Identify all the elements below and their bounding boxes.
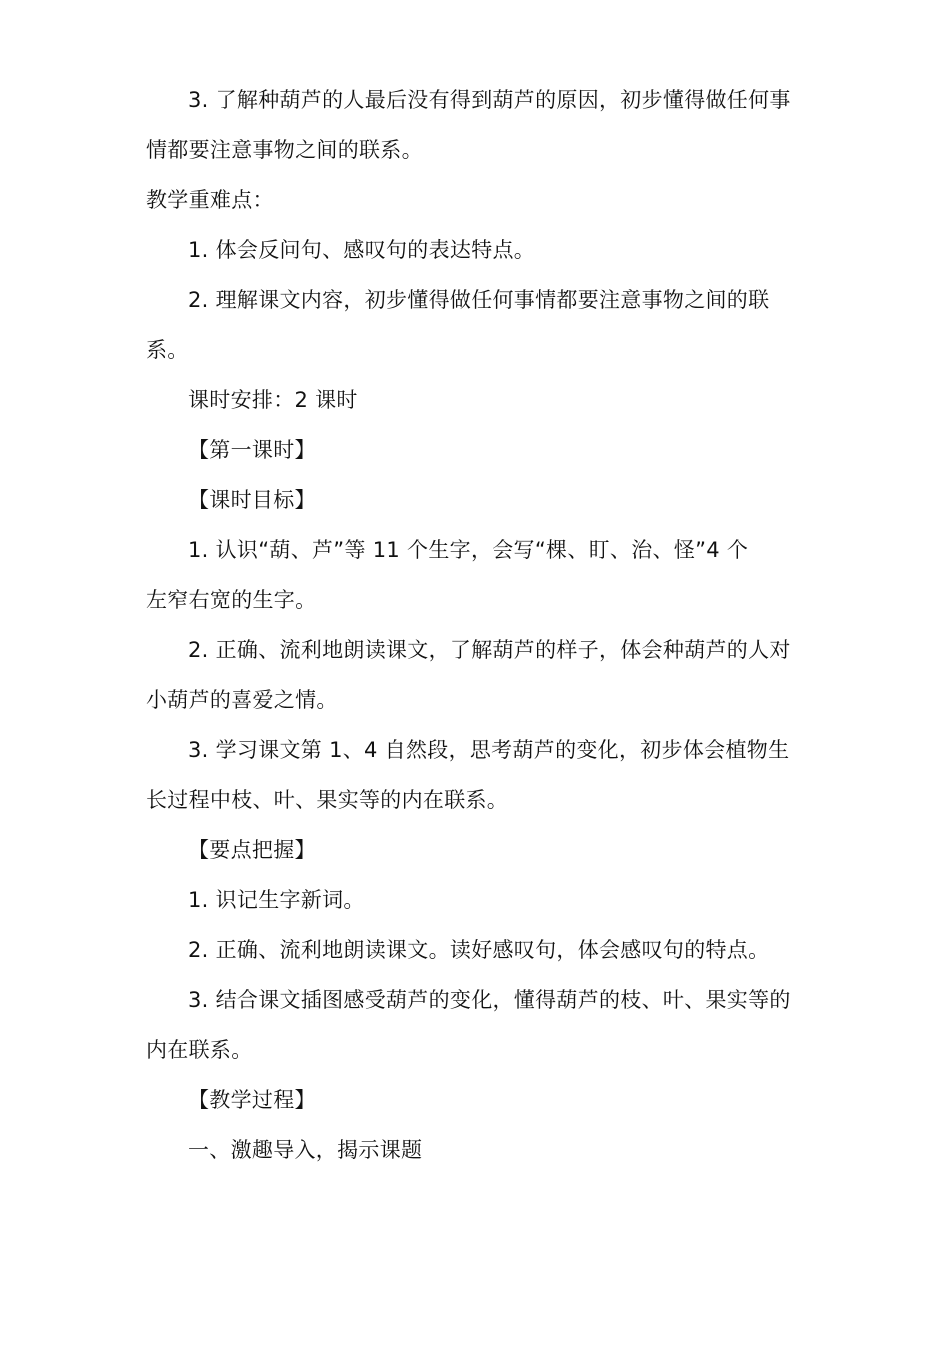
goal-2-line-1: 2. 正确、流利地朗读课文，了解葫芦的样子，体会种葫芦的人对 <box>188 638 791 662</box>
schedule-line: 课时安排：2 课时 <box>188 388 358 412</box>
lesson-goals-heading: 【课时目标】 <box>188 488 316 512</box>
goal-3-line-2: 长过程中枝、叶、果实等的内在联系。 <box>146 788 509 812</box>
difficulty-2-line-1: 2. 理解课文内容，初步懂得做任何事情都要注意事物之间的联 <box>188 288 770 312</box>
key-point-2: 2. 正确、流利地朗读课文。读好感叹句，体会感叹句的特点。 <box>188 938 770 962</box>
objective-3-line-1: 3. 了解种葫芦的人最后没有得到葫芦的原因，初步懂得做任何事 <box>188 88 791 112</box>
goal-2-line-2: 小葫芦的喜爱之情。 <box>146 688 338 712</box>
first-lesson-heading: 【第一课时】 <box>188 438 316 462</box>
goal-1-line-1: 1. 认识“葫、芦”等 11 个生字，会写“棵、盯、治、怪”4 个 <box>188 538 749 562</box>
key-point-3-line-2: 内在联系。 <box>146 1038 253 1062</box>
goal-1-line-2: 左窄右宽的生字。 <box>146 588 317 612</box>
goal-3-line-1: 3. 学习课文第 1、4 自然段，思考葫芦的变化，初步体会植物生 <box>188 738 790 762</box>
difficulty-1: 1. 体会反问句、感叹句的表达特点。 <box>188 238 536 262</box>
key-point-1: 1. 识记生字新词。 <box>188 888 365 912</box>
teaching-process-heading: 【教学过程】 <box>188 1088 316 1112</box>
key-point-3-line-1: 3. 结合课文插图感受葫芦的变化，懂得葫芦的枝、叶、果实等的 <box>188 988 791 1012</box>
objective-3-line-2: 情都要注意事物之间的联系。 <box>146 138 423 162</box>
section-1-heading: 一、激趣导入，揭示课题 <box>188 1138 423 1162</box>
difficulty-2-line-2: 系。 <box>146 338 189 362</box>
key-difficulties-heading: 教学重难点： <box>146 188 274 212</box>
key-points-heading: 【要点把握】 <box>188 838 316 862</box>
